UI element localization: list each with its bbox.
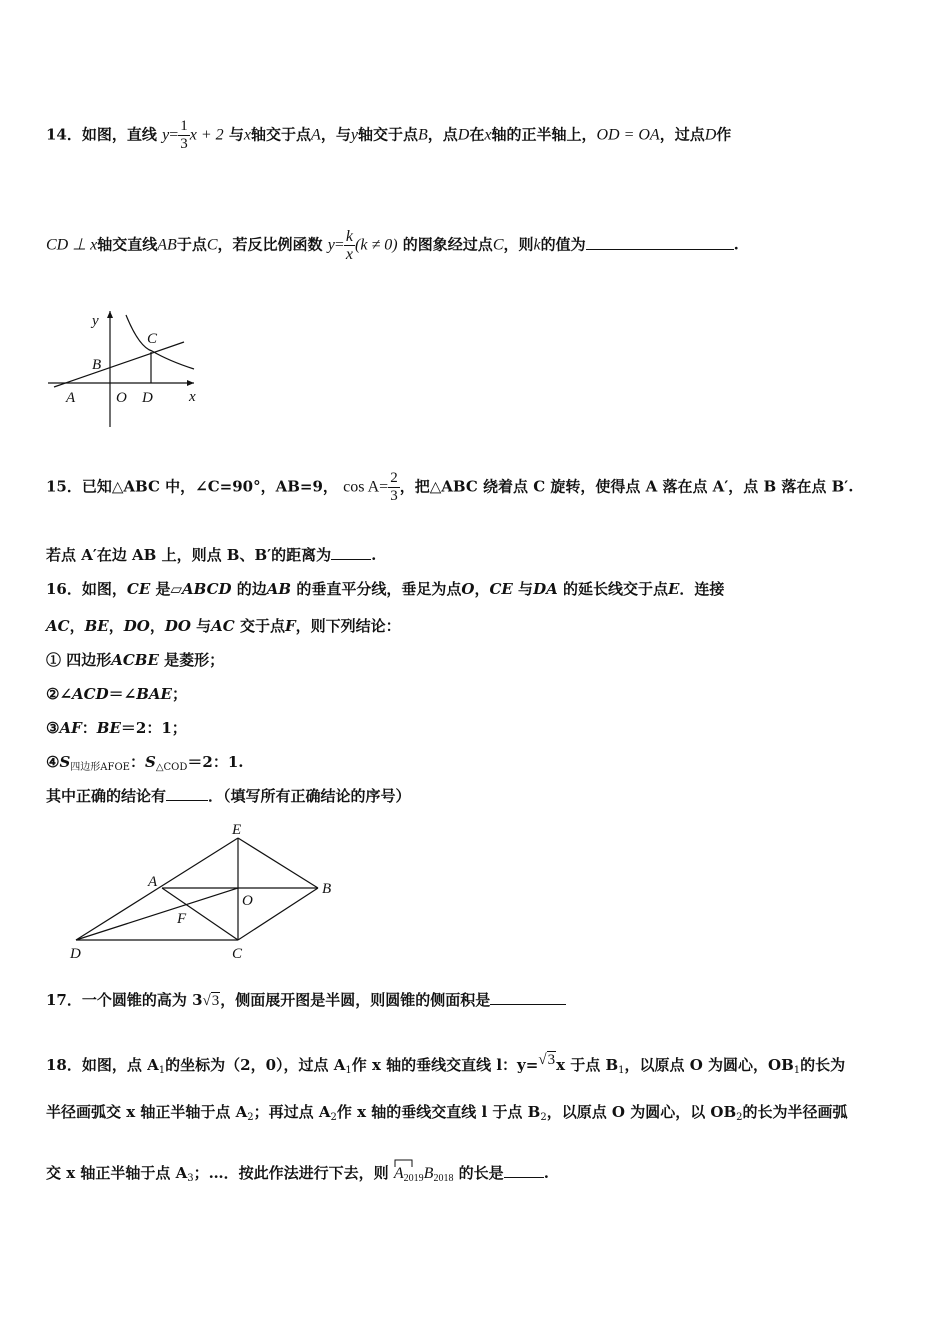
answer-blank[interactable] [504, 1163, 544, 1178]
q15-line2: 若点 A′在边 AB 上，则点 B、B′的距离为 . [46, 546, 377, 564]
answer-blank[interactable] [586, 235, 734, 250]
figure-14 [44, 305, 214, 430]
q14-line2: CD ⊥ x轴交直线AB于点C，若反比例函数 y= $\frac{k}{x}$ (k ≠ 0) 的图象经过点C，则k的值为 . [46, 228, 739, 263]
q16-conclusion-3: ③AF：BE＝2：1； [46, 719, 187, 737]
label-b: B [92, 357, 102, 373]
arc-symbol-icon [394, 1158, 414, 1168]
sqrt-three: √3 [202, 993, 220, 1009]
x-axis-arrow [187, 380, 194, 386]
q16-line1: 16．如图，CE 是▱ABCD 的边AB 的垂直平分线，垂足为点O，CE 与DA 的延长线交于点E．连接 [46, 580, 725, 598]
fraction-two-thirds: $\frac{2}{3}$ [390, 470, 398, 504]
q18-line3: 交 x 轴正半轴于点 $A_3$；…．按此作法进行下去，则 $A_{2019}B_{2018}$ 的长是 . [46, 1162, 549, 1184]
label-c: C [232, 946, 243, 962]
label-o: O [242, 893, 253, 909]
q16-conclusion-4: $④S_{四边形AFOE}$：$S_{\triangle COD}=2$：1. [46, 753, 244, 773]
label-a: A [66, 390, 76, 406]
answer-blank[interactable] [166, 786, 208, 801]
label-d: D [142, 390, 153, 406]
q18-line2: 半径画弧交 x 轴正半轴于点 $A_2$；再过点 $A_2$作 x 轴的垂线交直线 l 于点 $B_2$，以原点 O 为圆心，以 $OB_2$的长为半径画弧 [46, 1103, 848, 1123]
q16-conclusion-1: ① 四边形ACBE 是菱形； [46, 651, 225, 669]
label-e: E [232, 822, 242, 838]
label-y: y [92, 313, 99, 329]
q16-conclusion-2: ②∠ACD＝∠BAE； [46, 685, 187, 703]
line-ab [54, 342, 184, 387]
q14-line1: 14．如图，直线 y= $\frac{1}{3}$ x + 2 与x轴交于点A，与y轴交于点B，点D在x轴的正半轴上，OD = OA，过点D作 [46, 118, 732, 152]
label-f: F [177, 911, 187, 927]
label-d: D [70, 946, 81, 962]
label-a: A [148, 874, 158, 890]
label-b: B [322, 881, 332, 897]
label-x: x [189, 389, 196, 405]
label-o: O [116, 390, 127, 406]
fraction-one-third: $\frac{1}{3}$ [180, 118, 188, 152]
y-axis-arrow [107, 311, 113, 318]
q17: 17．一个圆锥的高为 3√3，侧面展开图是半圆，则圆锥的侧面积是 [46, 989, 566, 1010]
answer-blank[interactable] [490, 990, 566, 1005]
figure-16 [66, 818, 346, 968]
segment-do [76, 888, 238, 940]
q16-line2: AC，BE，DO，DO 与AC 交于点F，则下列结论： [46, 617, 401, 635]
q18-line1: 18．如图，点 $A_1$的坐标为（2，0），过点 $A_1$作 x 轴的垂线交直线 l：y=√3x 于点 $B_1$，以原点 O 为圆心，$OB_1$的长为 [46, 1052, 846, 1076]
fraction-k-over-x: $\frac{k}{x}$ [345, 228, 354, 263]
answer-blank[interactable] [331, 545, 371, 560]
segment-eb [238, 838, 318, 888]
q15-line1: 15．已知△ABC 中，∠C=90°，AB=9， cos A= $\frac{2}{3}$ ，把△ABC 绕着点 C 旋转，使得点 A 落在点 A′，点 B 落在点 B′. [46, 470, 854, 504]
sqrt-three: √3 [538, 1052, 556, 1068]
segment-ac [162, 888, 238, 940]
arc-notation: $A_{2019}B_{2018}$ [394, 1164, 454, 1184]
label-c: C [147, 331, 158, 347]
q16-ask: 其中正确的结论有 ．（填写所有正确结论的序号） [46, 787, 411, 805]
